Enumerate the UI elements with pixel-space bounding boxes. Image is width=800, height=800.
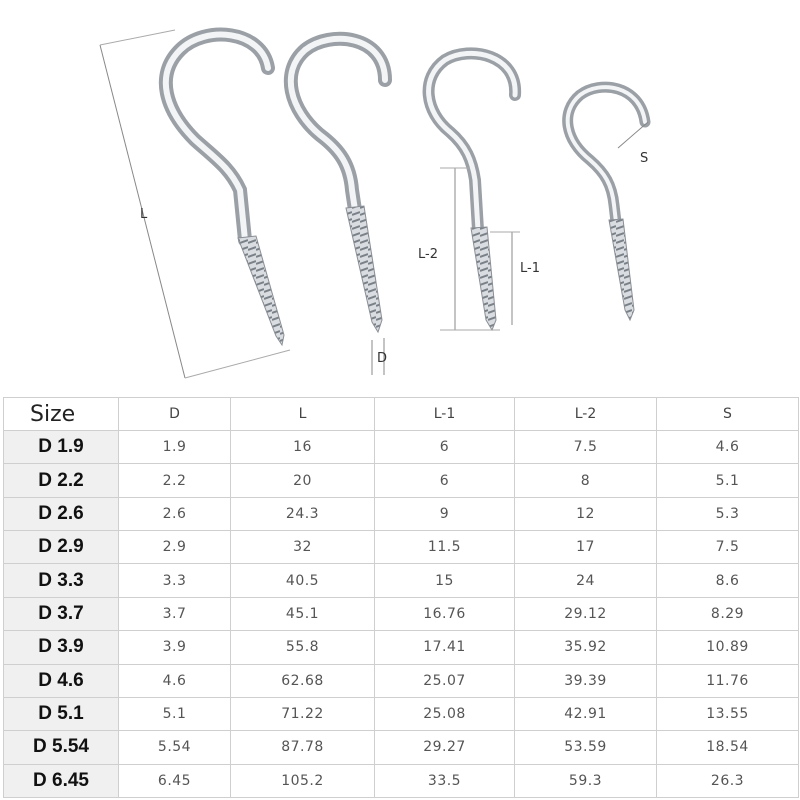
cell-l2: 59.3 [515, 764, 657, 797]
spec-table [3, 397, 799, 798]
table-row [4, 697, 799, 730]
cell-s: 26.3 [657, 764, 799, 797]
cell-l: 40.5 [231, 564, 375, 597]
cell-l: 71.22 [231, 697, 375, 730]
hook-4 [568, 87, 645, 320]
row-size-label: D 6.45 [4, 764, 119, 797]
cell-l: 55.8 [231, 631, 375, 664]
cell-s: 4.6 [657, 431, 799, 464]
header-d: D [119, 398, 231, 431]
svg-text:L-1: L-1 [520, 261, 540, 276]
table-header-row [4, 398, 799, 431]
cell-l1: 11.5 [375, 531, 515, 564]
cell-l: 87.78 [231, 731, 375, 764]
cell-l1: 15 [375, 564, 515, 597]
svg-text:L-2: L-2 [418, 247, 438, 262]
cell-s: 13.55 [657, 697, 799, 730]
cell-l1: 6 [375, 431, 515, 464]
cell-d: 5.54 [119, 731, 231, 764]
cell-l1: 29.27 [375, 731, 515, 764]
cell-s: 11.76 [657, 664, 799, 697]
row-size-label: D 1.9 [4, 431, 119, 464]
cell-d: 2.6 [119, 497, 231, 530]
cell-d: 3.3 [119, 564, 231, 597]
cell-d: 1.9 [119, 431, 231, 464]
cell-l1: 16.76 [375, 597, 515, 630]
table-row [4, 431, 799, 464]
header-l: L [231, 398, 375, 431]
table-row [4, 464, 799, 497]
cell-d: 3.7 [119, 597, 231, 630]
cell-d: 5.1 [119, 697, 231, 730]
cell-s: 5.3 [657, 497, 799, 530]
dimension-L [100, 30, 290, 378]
table-row [4, 631, 799, 664]
table-row [4, 664, 799, 697]
dimension-D [372, 338, 387, 375]
cell-d: 2.9 [119, 531, 231, 564]
row-size-label: D 2.6 [4, 497, 119, 530]
header-size: Size [4, 398, 119, 431]
row-size-label: D 3.7 [4, 597, 119, 630]
cell-l2: 29.12 [515, 597, 657, 630]
cell-d: 6.45 [119, 764, 231, 797]
cell-l2: 17 [515, 531, 657, 564]
cell-d: 3.9 [119, 631, 231, 664]
cell-l2: 8 [515, 464, 657, 497]
cell-s: 7.5 [657, 531, 799, 564]
cell-d: 4.6 [119, 664, 231, 697]
cell-l1: 25.07 [375, 664, 515, 697]
header-s: S [657, 398, 799, 431]
table-row [4, 764, 799, 797]
table-row [4, 597, 799, 630]
cell-l: 62.68 [231, 664, 375, 697]
cell-l1: 33.5 [375, 764, 515, 797]
cell-l2: 35.92 [515, 631, 657, 664]
cell-l: 32 [231, 531, 375, 564]
cell-l2: 12 [515, 497, 657, 530]
screw-hook-diagram [0, 0, 800, 390]
table-row [4, 497, 799, 530]
cell-s: 8.29 [657, 597, 799, 630]
cell-l: 45.1 [231, 597, 375, 630]
cell-l2: 24 [515, 564, 657, 597]
cell-l: 24.3 [231, 497, 375, 530]
svg-text:S: S [640, 151, 649, 166]
row-size-label: D 3.9 [4, 631, 119, 664]
cell-l1: 9 [375, 497, 515, 530]
cell-l: 105.2 [231, 764, 375, 797]
row-size-label: D 4.6 [4, 664, 119, 697]
cell-l: 16 [231, 431, 375, 464]
cell-l1: 6 [375, 464, 515, 497]
cell-s: 5.1 [657, 464, 799, 497]
cell-l2: 53.59 [515, 731, 657, 764]
svg-text:D: D [377, 351, 388, 366]
row-size-label: D 5.54 [4, 731, 119, 764]
cell-l2: 42.91 [515, 697, 657, 730]
row-size-label: D 2.9 [4, 531, 119, 564]
cell-l1: 25.08 [375, 697, 515, 730]
cell-l2: 7.5 [515, 431, 657, 464]
svg-text:L: L [140, 207, 148, 222]
table-row [4, 731, 799, 764]
cell-l1: 17.41 [375, 631, 515, 664]
header-l2: L-2 [515, 398, 657, 431]
hook-3 [429, 53, 516, 330]
hook-1 [166, 35, 284, 345]
table-row [4, 564, 799, 597]
cell-d: 2.2 [119, 464, 231, 497]
row-size-label: D 5.1 [4, 697, 119, 730]
cell-s: 10.89 [657, 631, 799, 664]
dimension-L1 [490, 232, 540, 325]
row-size-label: D 3.3 [4, 564, 119, 597]
header-l1: L-1 [375, 398, 515, 431]
cell-l: 20 [231, 464, 375, 497]
table-row [4, 531, 799, 564]
cell-s: 8.6 [657, 564, 799, 597]
cell-s: 18.54 [657, 731, 799, 764]
dimension-S [618, 122, 648, 166]
row-size-label: D 2.2 [4, 464, 119, 497]
cell-l2: 39.39 [515, 664, 657, 697]
hook-2 [291, 39, 385, 332]
